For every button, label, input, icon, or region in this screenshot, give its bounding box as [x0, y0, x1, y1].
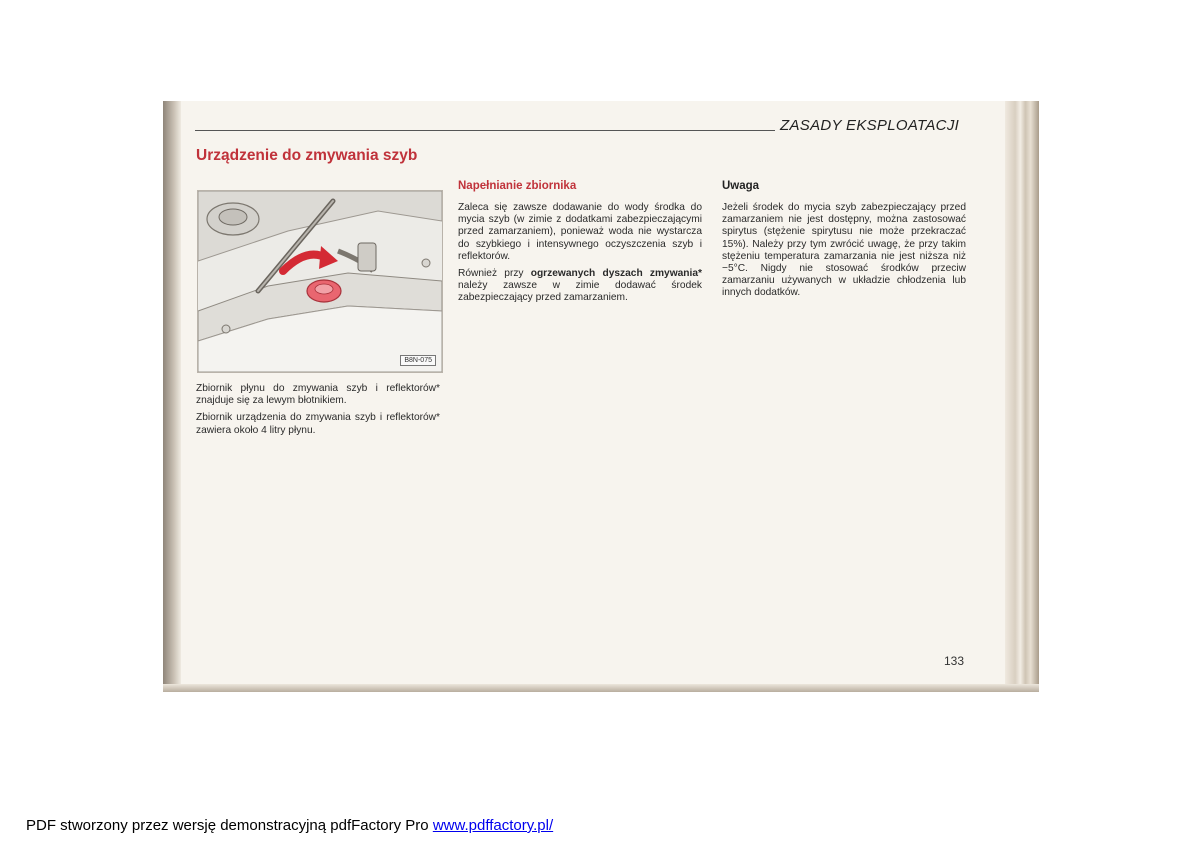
filling-paragraph-2	[458, 268, 702, 305]
filling-heading: Napełnianie zbiornika	[458, 180, 577, 192]
column-figure-caption	[196, 383, 440, 442]
heated-nozzles-term: ogrzewanych dyszach zmywania*	[530, 268, 702, 280]
caption-paragraph-2: Zbiornik urządzenia do zmywania szyb i reflektorów* zawiera około 4 litry płynu.	[196, 412, 440, 436]
header-title: ZASADY EKSPLOATACJI	[780, 117, 960, 134]
section-title: Urządzenie do zmywania szyb	[196, 147, 418, 164]
column-note	[722, 202, 966, 305]
book-spine-shadow	[163, 101, 181, 692]
pdffactory-link[interactable]: www.pdffactory.pl/	[432, 817, 554, 834]
note-paragraph: Jeżeli środek do mycia szyb zabezpieczający przed zamarzaniem nie jest dostępny, można zastosować spirytus (stężenie spirytusu nie może przekraczać 15%). Należy przy tym zwrócić uwagę, że przy takim stężeniu temperatura zamarzania nie jest niższa niż −5°C. Nigdy nie stosować środków przeciw zamarzaniu używanych w układzie chłodzenia lub innych dodatków.	[722, 202, 966, 299]
footer-text: PDF stworzony przez wersję demonstracyjną pdfFactory Pro	[26, 817, 433, 834]
page-number: 133	[944, 654, 965, 668]
note-heading: Uwaga	[722, 180, 760, 192]
pdf-watermark-footer	[26, 817, 553, 834]
column-filling	[458, 202, 702, 310]
filling-paragraph-1: Zaleca się zawsze dodawanie do wody środka do mycia szyb (w zimie z dodatkami zabezpieczającymi przed zamarzaniem), ponieważ woda nie wystarcza do szybkiego i intensywnego oczyszczenia szyb i reflektorów.	[458, 202, 702, 262]
header-rule	[195, 130, 775, 131]
caption-paragraph-1: Zbiornik płynu do zmywania szyb i reflektorów* znajduje się za lewym błotnikiem.	[196, 383, 440, 407]
engine-bay-drawing	[198, 191, 442, 372]
figure-code: B8N-075	[400, 355, 436, 366]
washer-reservoir-illustration	[197, 190, 443, 373]
filling-paragraph-2-end: należy zawsze w zimie dodawać środek zabezpieczający przed zamarzaniem.	[458, 280, 702, 304]
page-bottom-edge	[163, 684, 1039, 692]
filling-paragraph-2-start: Również przy	[458, 268, 531, 280]
page-edges	[1005, 101, 1039, 692]
